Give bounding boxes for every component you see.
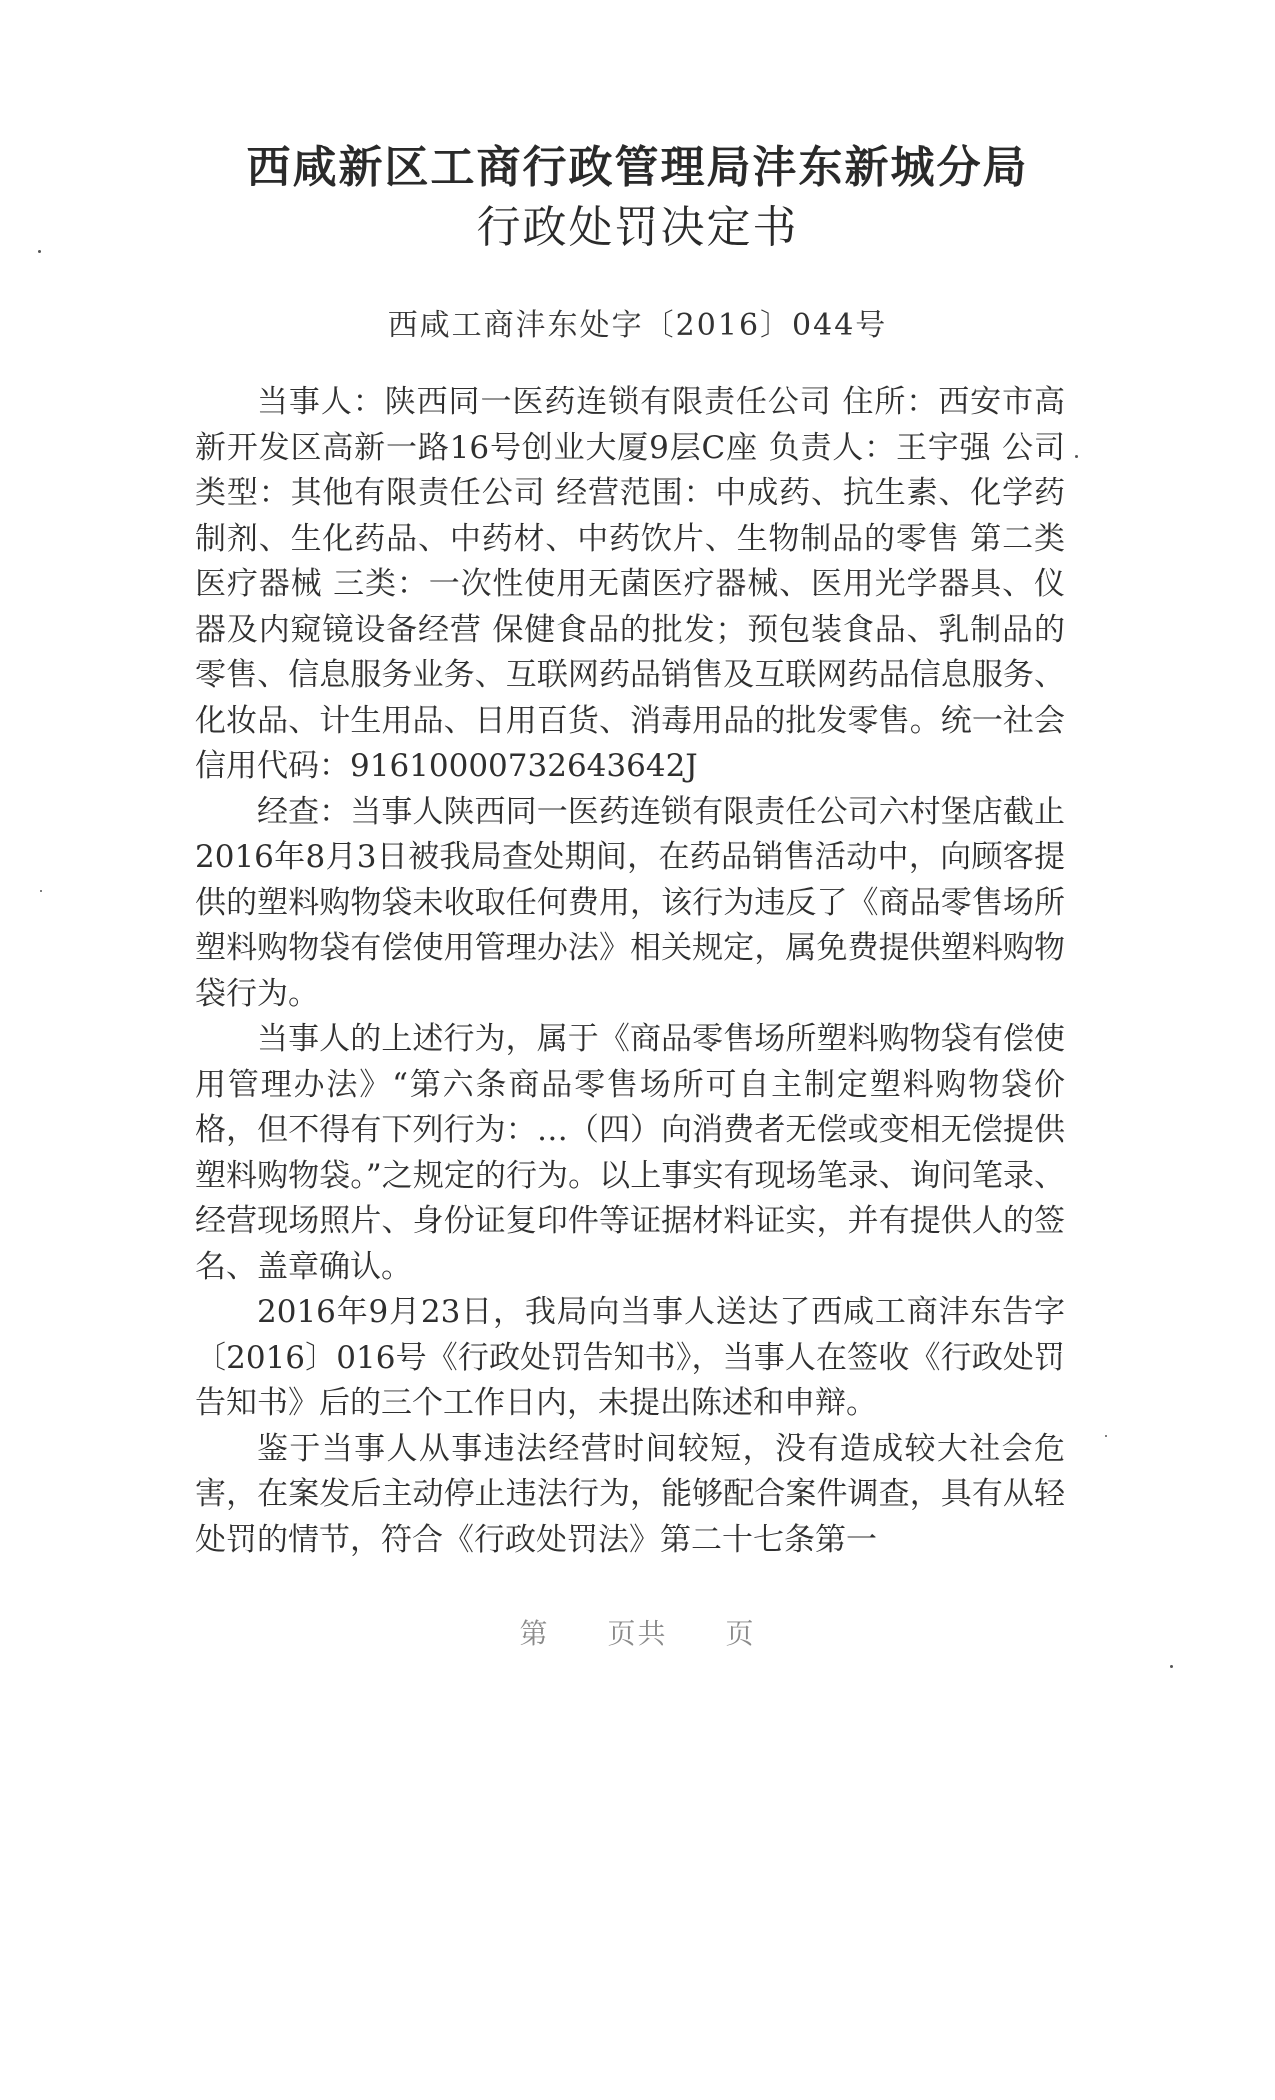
scan-speck <box>40 890 42 892</box>
footer-page-prefix: 第 <box>519 1617 550 1650</box>
footer-page-suffix: 页 <box>725 1617 756 1650</box>
scan-speck <box>1075 455 1078 458</box>
document-number: 西咸工商沣东处字〔2016〕044号 <box>387 308 888 343</box>
footer-page-middle: 页共 <box>607 1617 668 1650</box>
paragraph-notice-served: 2016年9月23日，我局向当事人送达了西咸工商沣东告字〔2016〕016号《行政处罚告知书》，当事人在签收《行政处罚告知书》后的三个工作日内，未提出陈述和申辩。 <box>195 1294 1065 1421</box>
paragraph-findings: 经查：当事人陕西同一医药连锁有限责任公司六村堡店截止2016年8月3日被我局查处期间，在药品销售活动中，向顾客提供的塑料购物袋未收取任何费用，该行为违反了《商品零售场所塑料购物袋有偿使用管理办法》相关规定，属免费提供塑料购物袋行为。 <box>195 793 1065 1012</box>
scan-speck <box>38 250 41 253</box>
document-title <box>0 138 1275 258</box>
document-body <box>195 380 1065 1563</box>
paragraph-party-info: 当事人：陕西同一医药连锁有限责任公司 住所：西安市高新开发区高新一路16号创业大厦9层C座 负责人：王宇强 公司类型：其他有限责任公司 经营范围：中成药、抗生素、化学药制剂、生化药品、中药材、中药饮片、生物制品的零售 第二类医疗器械 三类：一次性使用无菌医疗器械、医用光学器具、仪器及内窥镜设备经营 保健食品的批发；预包装食品、乳制品的零售、信息服务业务、互联网药品销售及互联网药品信息服务、化妆品、计生用品、日用百货、消毒用品的批发零售。统一社会信用代码：91610000732643642J <box>195 384 1065 784</box>
page-footer <box>0 1612 1275 1652</box>
paragraph-mitigation: 鉴于当事人从事违法经营时间较短，没有造成较大社会危害，在案发后主动停止违法行为，能够配合案件调查，具有从轻处罚的情节，符合《行政处罚法》第二十七条第一 <box>195 1430 1065 1558</box>
scan-speck <box>1105 1435 1107 1437</box>
title-issuer: 西咸新区工商行政管理局沣东新城分局 <box>246 142 1029 193</box>
paragraph-legal-basis: 当事人的上述行为，属于《商品零售场所塑料购物袋有偿使用管理办法》“第六条商品零售场所可自主制定塑料购物袋价格，但不得有下列行为：…（四）向消费者无偿或变相无偿提供塑料购物袋。”之规定的行为。以上事实有现场笔录、询问笔录、经营现场照片、身份证复印件等证据材料证实，并有提供人的签名、盖章确认。 <box>195 1021 1065 1285</box>
scan-speck <box>1170 1665 1173 1668</box>
title-doc-type: 行政处罚决定书 <box>476 202 799 253</box>
